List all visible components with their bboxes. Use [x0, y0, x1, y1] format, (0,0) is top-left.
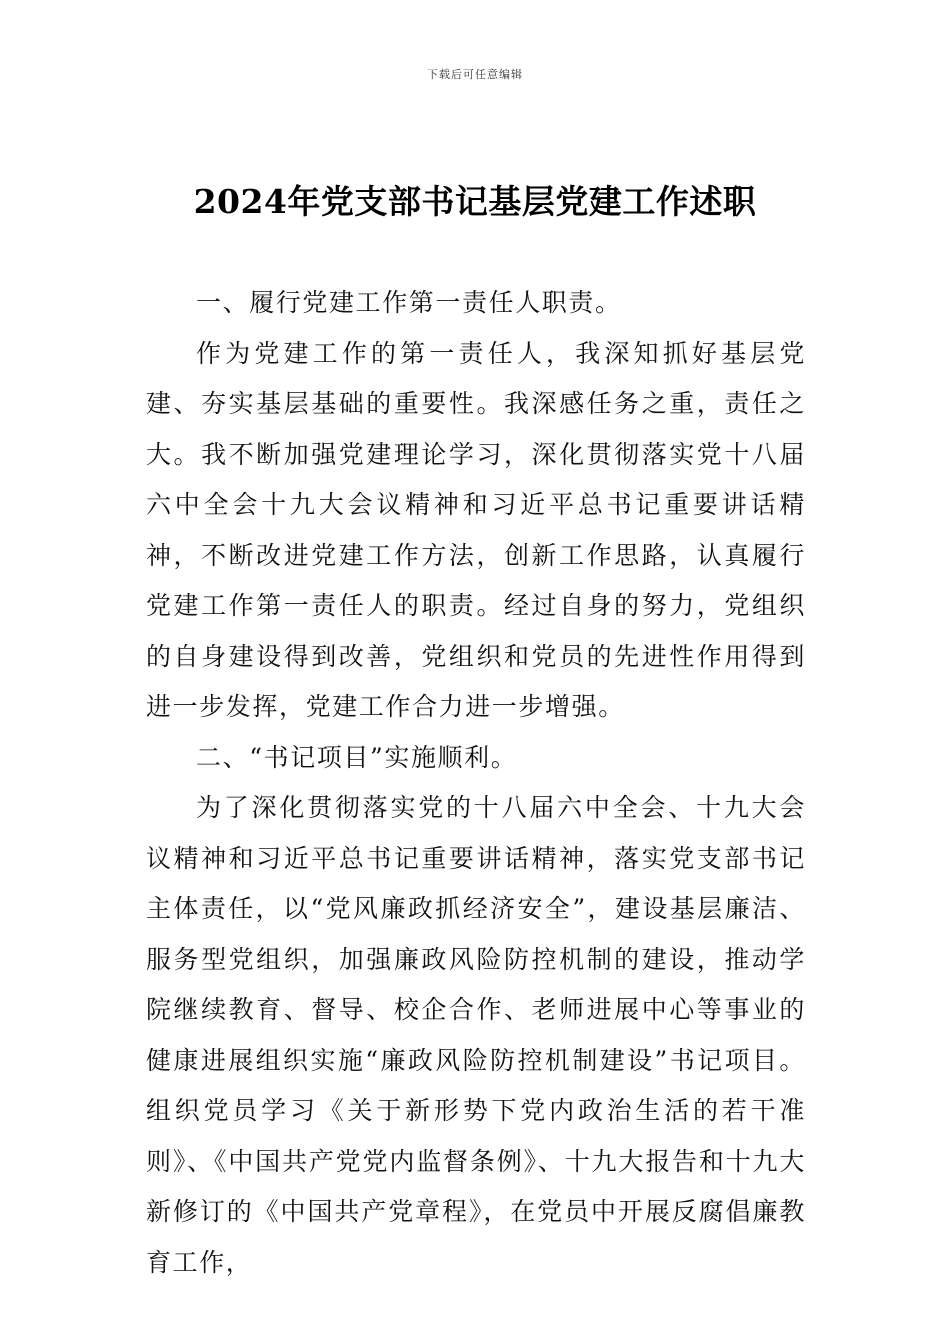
- body-paragraph-1: 作为党建工作的第一责任人，我深知抓好基层党建、夯实基层基础的重要性。我深感任务之重，责任之大。我不断加强党建理论学习，深化贯彻落实党十八届六中全会十九大会议精神和习近平总书记重要讲话精神，不断改进党建工作方法，创新工作思路，认真履行党建工作第一责任人的职责。经过自身的努力，党组织的自身建设得到改善，党组织和党员的先进性作用得到进一步发挥，党建工作合力进一步增强。: [146, 338, 806, 721]
- document-body: [146, 278, 806, 1288]
- section-heading-1: 一、履行党建工作第一责任人职责。: [196, 288, 622, 317]
- document-title: 2024年党支部书记基层党建工作述职: [193, 182, 757, 221]
- body-paragraph-2: 为了深化贯彻落实党的十八届六中全会、十九大会议精神和习近平总书记重要讲话精神，落实党支部书记主体责任，以“党风廉政抓经济安全”，建设基层廉洁、服务型党组织，加强廉政风险防控机制的建设，推动学院继续教育、督导、校企合作、老师进展中心等事业的健康进展组织实施“廉政风险防控机制建设”书记项目。组织党员学习《关于新形势下党内政治生活的若干准则》、《中国共产党党内监督条例》、十九大报告和十九大新修订的《中国共产党章程》，在党员中开展反腐倡廉教育工作，: [146, 793, 806, 1277]
- section-heading-2: 二、“书记项目”实施顺利。: [196, 742, 518, 772]
- header-note: 下载后可任意编辑: [427, 68, 523, 81]
